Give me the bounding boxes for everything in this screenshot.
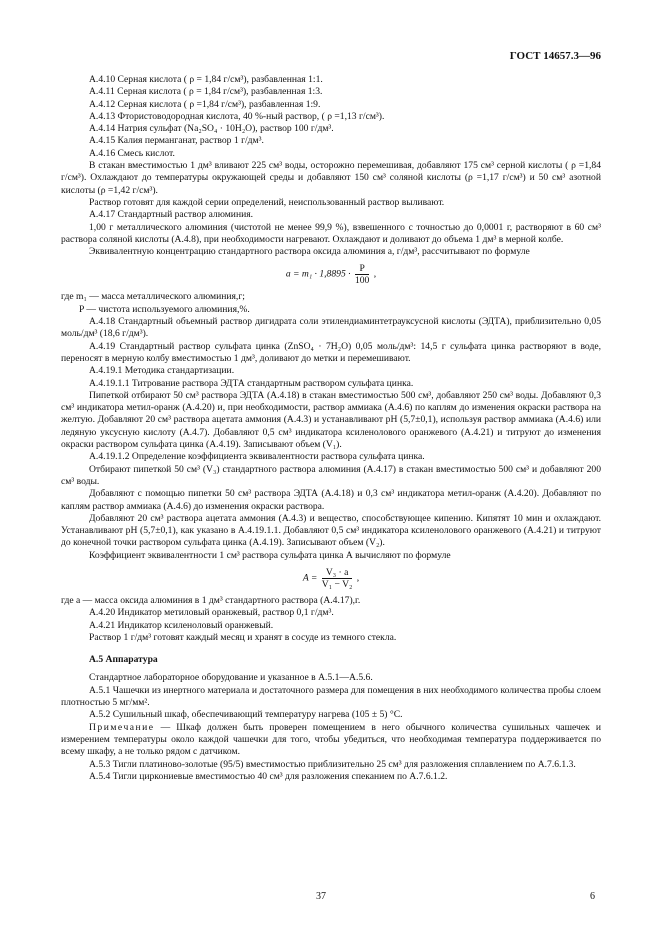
where-m1: где m₁ — масса металлического алюминия,г; <box>61 291 245 303</box>
clause-a421: А.4.21 Индикатор ксиленоловый оранжевый. <box>89 619 274 631</box>
where-p: P — чистота используемого алюминия,%. <box>79 303 250 315</box>
document-body <box>61 74 601 783</box>
clause-a418: А.4.18 Стандартный объемный раствор дигидрата соли этилендиаминтетрауксусной кислоты (ЭДТА), приблизительно 0,05 моль/дм³ (18,6 г/дм³). <box>61 316 601 340</box>
clause-a4191: А.4.19.1 Методика стандартизации. <box>89 365 235 377</box>
clause-a420: А.4.20 Индикатор метиловый оранжевый, раствор 0,1 г/дм³. <box>89 607 334 619</box>
clause-a41911-text: Пипеткой отбирают 50 см³ раствора ЭДТА (А.4.18) в стакан вместимостью 500 см³, добавляют 250 см³ воды. Добавляют 0,3 см³ индикатора метил-оранж (А.4.20) и, при необходимости, раствор аммиака (А.4.6) по каплям до изменения окраски раствора на желтую. Добавляют 20 см³ раствора ацетата аммония (А.4.3) и устанавливают pH (5,7±0,1), используя раствор аммиака (А.4.6) или ледяную уксусную кислоту (А.4.7). Добавляют 0,5 см³ индикатора ксиленолового оранжевого (А.4.21) и титруют до изменения окраски раствором сульфата цинка (А.4.19). Записывают объем (V₁). <box>61 389 601 451</box>
clause-a52: А.5.2 Сушильный шкаф, обеспечивающий температуру нагрева (105 ± 5) °С. <box>89 709 403 721</box>
clause-a421-note: Раствор 1 г/дм³ готовят каждый месяц и хранят в сосуде из темного стекла. <box>89 631 397 643</box>
formula-concentration-lhs: a = m₁ · 1,8895 · <box>285 269 351 281</box>
document-header: ГОСТ 14657.3—96 <box>509 50 601 62</box>
formula-concentration-fraction <box>355 263 369 286</box>
note-label: Примечание <box>89 721 155 733</box>
clause-a417-equiv: Эквивалентную концентрацию стандартного раствора оксида алюминия а, г/дм³, рассчитывают по формуле <box>89 246 530 258</box>
where-a: где а — масса оксида алюминия в 1 дм³ стандартного раствора (А.4.17),г. <box>61 594 361 606</box>
formula-coefficient-tail: , <box>356 572 360 584</box>
formula-coefficient-denominator: V₁ − V₂ <box>321 578 353 590</box>
clause-a415: А.4.15 Калия перманганат, раствор 1 г/дм³. <box>89 135 264 147</box>
clause-a41912-p3: Добавляют 20 см³ раствора ацетата аммония (А.4.3) и вещество, способствующее кипению. Кипятят 10 мин и охлаждают. Устанавливают pH (5,7±0,1), как указано в А.4.19.1.1. Добавляют 0,5 см³ индикатора ксиленолового оранжевого (А.4.21) и титруют до конечной точки раствором сульфата цинка (А.4.19). Записывают объем (V₂). <box>61 512 601 549</box>
formula-coefficient-fraction <box>322 567 353 590</box>
clause-a41912: А.4.19.1.2 Определение коэффициента эквивалентности раствора сульфата цинка. <box>89 451 425 463</box>
section-a5-intro: Стандартное лабораторное оборудование и указанное в А.5.1—А.5.6. <box>89 672 373 684</box>
clause-a411: А.4.11 Серная кислота ( ρ = 1,84 г/см³), разбавленная 1:3. <box>89 86 323 98</box>
clause-a412: А.4.12 Серная кислота ( ρ =1,84 г/см³), разбавленная 1:9. <box>89 98 321 110</box>
clause-a417-text: 1,00 г металлического алюминия (чистотой не менее 99,9 %), взвешенного с точностью до 0,0001 г, растворяют в 60 см³ раствора соляной кислоты (А.4.8), при необходимости нагревают. Охлаждают и доливают до объема 1 дм³ в мерной колбе. <box>61 221 601 245</box>
clause-a51: А.5.1 Чашечки из инертного материала и достаточного размера для помещения в них необходимого количества пробы слоем плотностью 5 мг/мм². <box>61 684 601 709</box>
clause-a54: А.5.4 Тигли циркониевые вместимостью 40 см³ для разложения спеканием по А.7.6.1.2. <box>89 770 448 782</box>
clause-a41911: А.4.19.1.1 Титрование раствора ЭДТА стандартным раствором сульфата цинка. <box>89 377 414 389</box>
note-text: — Шкаф должен быть проверен помещением в него обычного количества сушильных чашечек и измерением температуры около каждой чашечки для того, чтобы убедиться, что необходимая температура поддерживается по всему шкафу, а не только рядом с датчиком. <box>61 721 601 758</box>
clause-a417: А.4.17 Стандартный раствор алюминия. <box>89 209 254 221</box>
clause-a413: А.4.13 Фтористоводородная кислота, 40 %-ный раствор, ( ρ =1,13 г/см³). <box>89 110 385 122</box>
clause-a41912-coef: Коэффициент эквивалентности 1 см³ раствора сульфата цинка А вычисляют по формуле <box>89 549 451 561</box>
formula-coefficient <box>61 567 601 590</box>
section-a5-title: А.5 Аппаратура <box>89 654 158 666</box>
clause-a410: А.4.10 Серная кислота ( ρ = 1,84 г/см³), разбавленная 1:1. <box>89 74 323 85</box>
clause-a416-text: В стакан вместимостью 1 дм³ вливают 225 см³ воды, осторожно перемешивая, добавляют 175 см³ серной кислоты ( ρ =1,84 г/см³). Охлаждают до температуры окружающей среды и добавляют 150 см³ соляной кислоты (ρ =1,17 г/см³) и 50 см³ азотной кислоты (ρ =1,42 г/см³). <box>61 160 601 196</box>
note-a52 <box>61 722 601 759</box>
formula-coefficient-numerator: V₃ · a <box>322 567 353 579</box>
formula-coefficient-lhs: A = <box>302 572 318 584</box>
footer-center-number: 37 <box>316 891 326 902</box>
clause-a414: А.4.14 Натрия сульфат (Na₂SO₄ · 10H₂O), раствор 100 г/дм³. <box>89 123 334 135</box>
clause-a419: А.4.19 Стандартный раствор сульфата цинка (ZnSO₄ · 7H₂O) 0,05 моль/дм³: 14,5 г сульфата цинка растворяют в воде, переносят в мерную колбу вместимостью 1 дм³, доливают до метки и перемешивают. <box>61 340 601 364</box>
formula-concentration <box>61 263 601 286</box>
clause-a41912-p2: Добавляют с помощью пипетки 50 см³ раствора ЭДТА (А.4.18) и 0,3 см³ индикатора метил-оранж (А.4.20). Добавляют по каплям раствор аммиака (А.4.6) до изменения окраски раствора. <box>61 488 601 512</box>
clause-a416-note: Раствор готовят для каждой серии определений, неиспользованный раствор выливают. <box>89 196 445 208</box>
footer-page-number: 6 <box>590 891 595 902</box>
clause-a53: А.5.3 Тигли платиново-золотые (95/5) вместимостью приблизительно 25 см³ для разложения сплавлением по А.7.6.1.3. <box>89 758 576 770</box>
clause-a416: А.4.16 Смесь кислот. <box>89 147 175 159</box>
formula-concentration-denominator: 100 <box>354 275 370 287</box>
formula-concentration-numerator: P <box>355 263 369 275</box>
clause-a41912-p1: Отбирают пипеткой 50 см³ (V₃) стандартного раствора алюминия (А.4.17) в стакан вместимостью 500 см³ и добавляют 200 см³ воды. <box>61 463 601 487</box>
formula-concentration-tail: , <box>373 269 377 281</box>
